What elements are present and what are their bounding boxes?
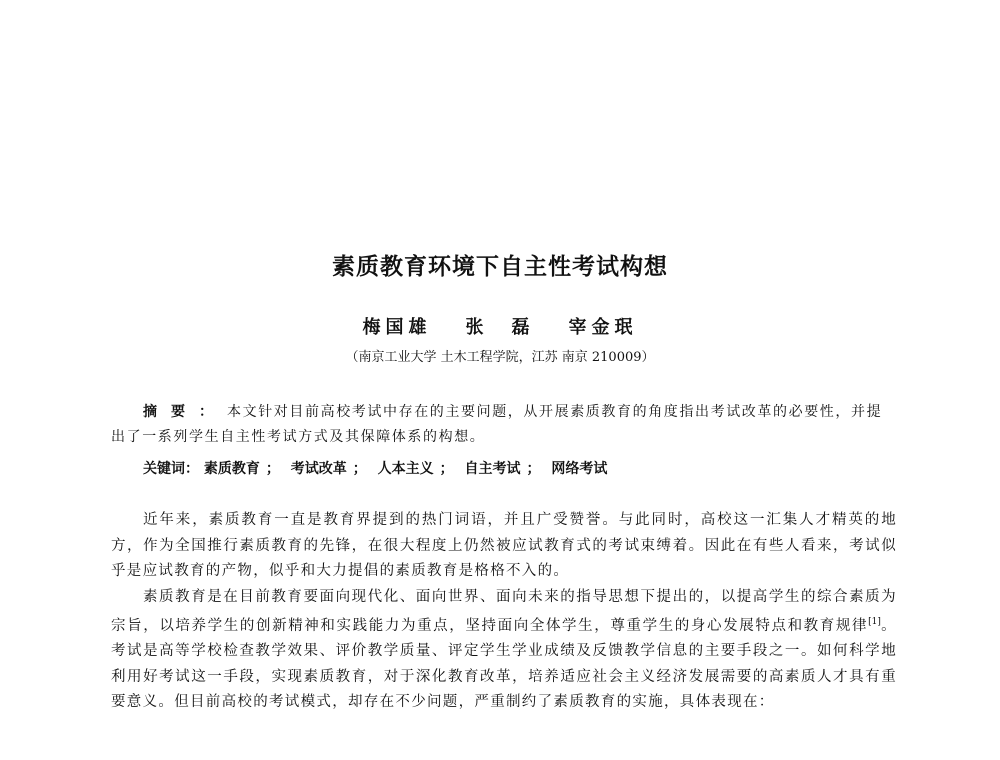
author-1: 梅国雄 [362,317,432,338]
keyword-1: 素质教育 [203,461,260,477]
abstract-label: 摘要： [143,404,227,420]
author-3: 宰金珉 [568,317,638,338]
keyword-5: 网络考试 [551,461,608,477]
keywords-label: 关键词： [143,461,199,477]
keywords [143,458,903,480]
keyword-separator: ； [439,461,454,477]
paper-title: 素质教育环境下自主性考试构想 [332,254,668,280]
author-list [0,313,1000,339]
body-text [111,508,897,716]
keyword-3: 人本主义 [377,461,434,477]
paragraph-2-part-a: 素质教育是在目前教育要面向现代化、面向世界、面向未来的指导思想下提出的，以提高学生的综合素质为宗旨，以培养学生的创新精神和实践能力为重点，坚持面向全体学生，尊重学生的身心发展特点和教育规律 [111,588,897,634]
paragraph-1: 近年来，素质教育一直是教育界提到的热门词语，并且广受赞誉。与此同时，高校这一汇集人才精英的地方，作为全国推行素质教育的先锋，在很大程度上仍然被应试教育式的考试束缚着。因此在有些人看来，考试似乎是应试教育的产物，似乎和大力提倡的素质教育是格格不入的。 [111,512,897,579]
abstract [111,400,897,450]
keyword-2: 考试改革 [290,461,347,477]
abstract-text: 本文针对目前高校考试中存在的主要问题，从开展素质教育的角度指出考试改革的必要性，并提出了一系列学生自主性考试方式及其保障体系的构想。 [111,404,883,445]
keyword-separator: ； [352,461,367,477]
citation-ref[interactable]: [1] [868,617,881,627]
paragraph-2 [111,585,897,716]
keyword-separator: ； [526,461,541,477]
keyword-4: 自主考试 [464,461,521,477]
affiliation: （南京工业大学 土木工程学院，江苏 南京 210009） [345,350,655,365]
paragraph-2-part-b: 。考试是高等学校检查教学效果、评价教学质量、评定学生学业成绩及反馈教学信息的主要手段之一。如何科学地利用好考试这一手段，实现素质教育，对于深化教育改革，培养适应社会主义经济发展需要的高素质人才具有重要意义。但目前高校的考试模式，却存在不少问题，严重制约了素质教育的实施，具体表现在： [111,617,897,711]
author-2: 张 磊 [465,317,535,338]
keyword-separator: ； [265,461,280,477]
